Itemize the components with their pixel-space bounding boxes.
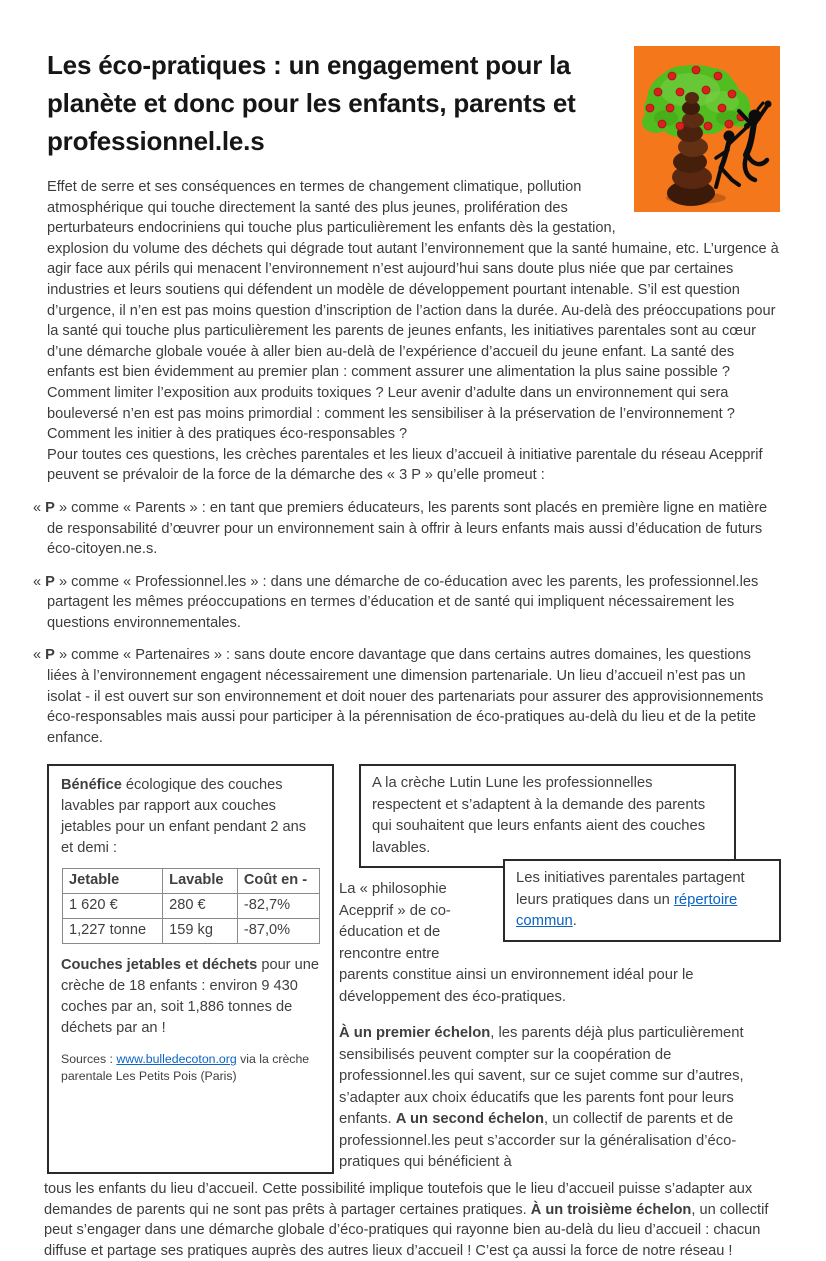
first-echelon-text: , les parents déjà plus particulièrement sensibilisés peuvent compter sur la coopération de professionnel.les qui savent, sur ce sujet comme sur d’autres, s’adapter aux choix éducatifs que les parents font pour leurs enfants. <box>339 1025 744 1128</box>
bulledecoton-link[interactable]: www.bulledecoton.org <box>116 1052 237 1067</box>
diaper-benefit-box <box>47 764 334 1174</box>
intro-paragraph: Effet de serre et ses conséquences en termes de changement climatique, pollution atmosphérique qui touche directement la santé des plus jeunes, prolifération des perturbateurs endocriniens qui touche plus particulièrement les enfants dès la gestation, explosion du volume des déchets qui dégrade tout autant l’environnement que la santé humaine, etc. L’urgence à agir face aux périls qui menacent l’environnement n’est aujourd’hui sans doute plus niée que par certaines industries et leurs soutiens qui défendent un modèle de développement pourtant intenable. S’il est question d’urgence, il n’en est pas moins question d’inscription de l’action dans la durée. Au-delà des préoccupations pour la santé qui touche plus particulièrement les parents de jeunes enfants, les initiatives parentales sont au cœur d’une démarche globale vouée à aller bien au-delà de l’expérience d’accueil du jeune enfant. La santé des enfants est bien évidemment au premier plan : comment assurer une alimentation la plus saine possible ? Comment limiter l’exposition aux produits toxiques ? Leur avenir d’adulte dans un environnement qui sera bouleversé n’en est pas moins primordial : comment les sensibiliser à la préservation de l’environnement ? Comment les initier à des pratiques éco-responsables ? <box>47 179 779 443</box>
diaper-waste-text <box>61 955 320 1039</box>
bullet-parents <box>33 498 780 560</box>
table-header-row <box>63 869 320 894</box>
repertoire-text-suffix: . <box>572 913 577 930</box>
sources-suffix: via la crèche parentale Les Petits Pois (Paris) <box>61 1052 310 1084</box>
cell-lavable-cost: 280 € <box>163 894 238 919</box>
repertoire-box <box>503 859 781 942</box>
table-row <box>63 919 320 944</box>
cell-waste-saving: -87,0% <box>237 919 319 944</box>
bullet-parents-text: » comme « Parents » : en tant que premiers éducateurs, les parents sont placés en première ligne en matière de responsabilité d’œuvrer pour un environnement sain à offrir à leurs enfants mais aussi d’éducation de futurs éco-citoyen.ne.s. <box>47 499 768 558</box>
bullet-partenaires <box>33 645 780 748</box>
bullet-professionnels-open-quote: « <box>33 573 46 590</box>
tree-dancers-illustration <box>634 46 780 212</box>
column-header-cout: Coût en - <box>237 869 319 894</box>
page-title: Les éco-pratiques : un engagement pour la planète et donc pour les enfants, parents et professionnel.le.s <box>47 50 576 156</box>
lutin-lune-box <box>359 764 736 868</box>
sources-prefix: Sources : <box>61 1052 117 1067</box>
second-echelon-text: , un collectif de parents et de professionnel.les peut s’accorder sur la généralisation d’éco-pratiques qui bénéficient à <box>339 1111 737 1171</box>
third-echelon-bold: À un troisième échelon <box>530 1201 692 1218</box>
repertoire-commun-link[interactable]: répertoire commun <box>516 891 738 930</box>
bullet-professionnels <box>33 572 780 634</box>
three-p-intro-paragraph: Pour toutes ces questions, les crèches parentales et les lieux d’accueil à initiative parentale du réseau Acepprif peuvent se prévaloir de la force de la démarche des « 3 P » qu’elle promeut : <box>47 446 763 484</box>
repertoire-text-prefix: Les initiatives parentales partagent leurs pratiques dans un <box>516 870 745 908</box>
bullet-professionnels-text: » comme « Professionnel.les » : dans une démarche de co-éducation avec les parents, les professionnel.les partagent les mêmes préoccupations en termes d’éducation et de santé qui impliquent nécessairement les questions environnementales. <box>47 573 759 631</box>
table-row <box>63 894 320 919</box>
column-header-jetable: Jetable <box>63 869 163 894</box>
bullet-parents-open-quote: « <box>33 499 46 516</box>
diaper-benefit-text <box>61 775 320 859</box>
bullet-parents-p: P <box>45 499 55 516</box>
column-header-lavable: Lavable <box>163 869 238 894</box>
cell-jetable-waste: 1,227 tonne <box>63 919 163 944</box>
bullet-partenaires-p: P <box>45 647 55 664</box>
bullet-partenaires-text: » comme « Partenaires » : sans doute encore davantage que dans certains autres domaines, les questions liées à l’environnement engagent nécessairement une dimension partenariale. Un lieu d’accueil n’est pas un isolat - il est ouvert sur son environnement et doit nouer des partenariats pour assurer des approvisionnements éco-responsables mais aussi pour participer à la pérennisation de éco-pratiques au-delà du lieu et de la petite enfance. <box>47 647 764 746</box>
cell-cost-saving: -82,7% <box>237 894 319 919</box>
sources-line <box>61 1051 320 1085</box>
bullet-partenaires-open-quote: « <box>33 647 46 664</box>
echelons-paragraph <box>339 1023 780 1174</box>
cell-lavable-waste: 159 kg <box>163 919 238 944</box>
philosophy-paragraph: La « philosophie Acepprif » de co-éducation et de rencontre entre parents constitue ainsi un environnement idéal pour le développement des éco-pratiques. <box>339 881 694 1005</box>
lutin-lune-text: A la crèche Lutin Lune les professionnelles respectent et s’adaptent à la demande des parents qui souhaitent que leurs enfants aient des couches lavables. <box>372 775 706 856</box>
closing-text-2: , un collectif peut s’engager dans une démarche globale d’éco-pratiques qui rayonne bien au-delà du lieu d’accueil : chacun diffuse et partage ses pratiques auprès des autres lieux d’accueil ! C’est ça aussi la force de notre réseau ! <box>44 1201 769 1259</box>
diaper-comparison-table <box>62 868 320 944</box>
diaper-benefit-rest: écologique des couches lavables par rapport aux couches jetables pour un enfant pendant 2 ans et demi : <box>61 777 307 857</box>
two-column-section <box>47 764 780 1174</box>
closing-paragraph <box>44 1179 780 1261</box>
first-echelon-bold: À un premier échelon <box>339 1025 491 1042</box>
cell-jetable-cost: 1 620 € <box>63 894 163 919</box>
three-p-list <box>33 498 780 749</box>
bullet-professionnels-p: P <box>45 573 55 590</box>
right-column <box>339 764 780 1174</box>
closing-text-1: tous les enfants du lieu d’accueil. Cette possibilité implique toutefois que le lieu d’accueil puisse s’adapter aux demandes de parents qui ne sont pas prêts à partager certaines pratiques. <box>44 1180 753 1218</box>
diaper-waste-bold: Couches jetables et déchets <box>61 957 258 974</box>
second-echelon-bold: A un second échelon <box>395 1111 545 1128</box>
diaper-waste-rest: pour une crèche de 18 enfants : environ 9 430 coches par an, soit 1,886 tonnes de déchets par an ! <box>61 957 319 1037</box>
diaper-benefit-bold: Bénéfice <box>61 777 122 794</box>
